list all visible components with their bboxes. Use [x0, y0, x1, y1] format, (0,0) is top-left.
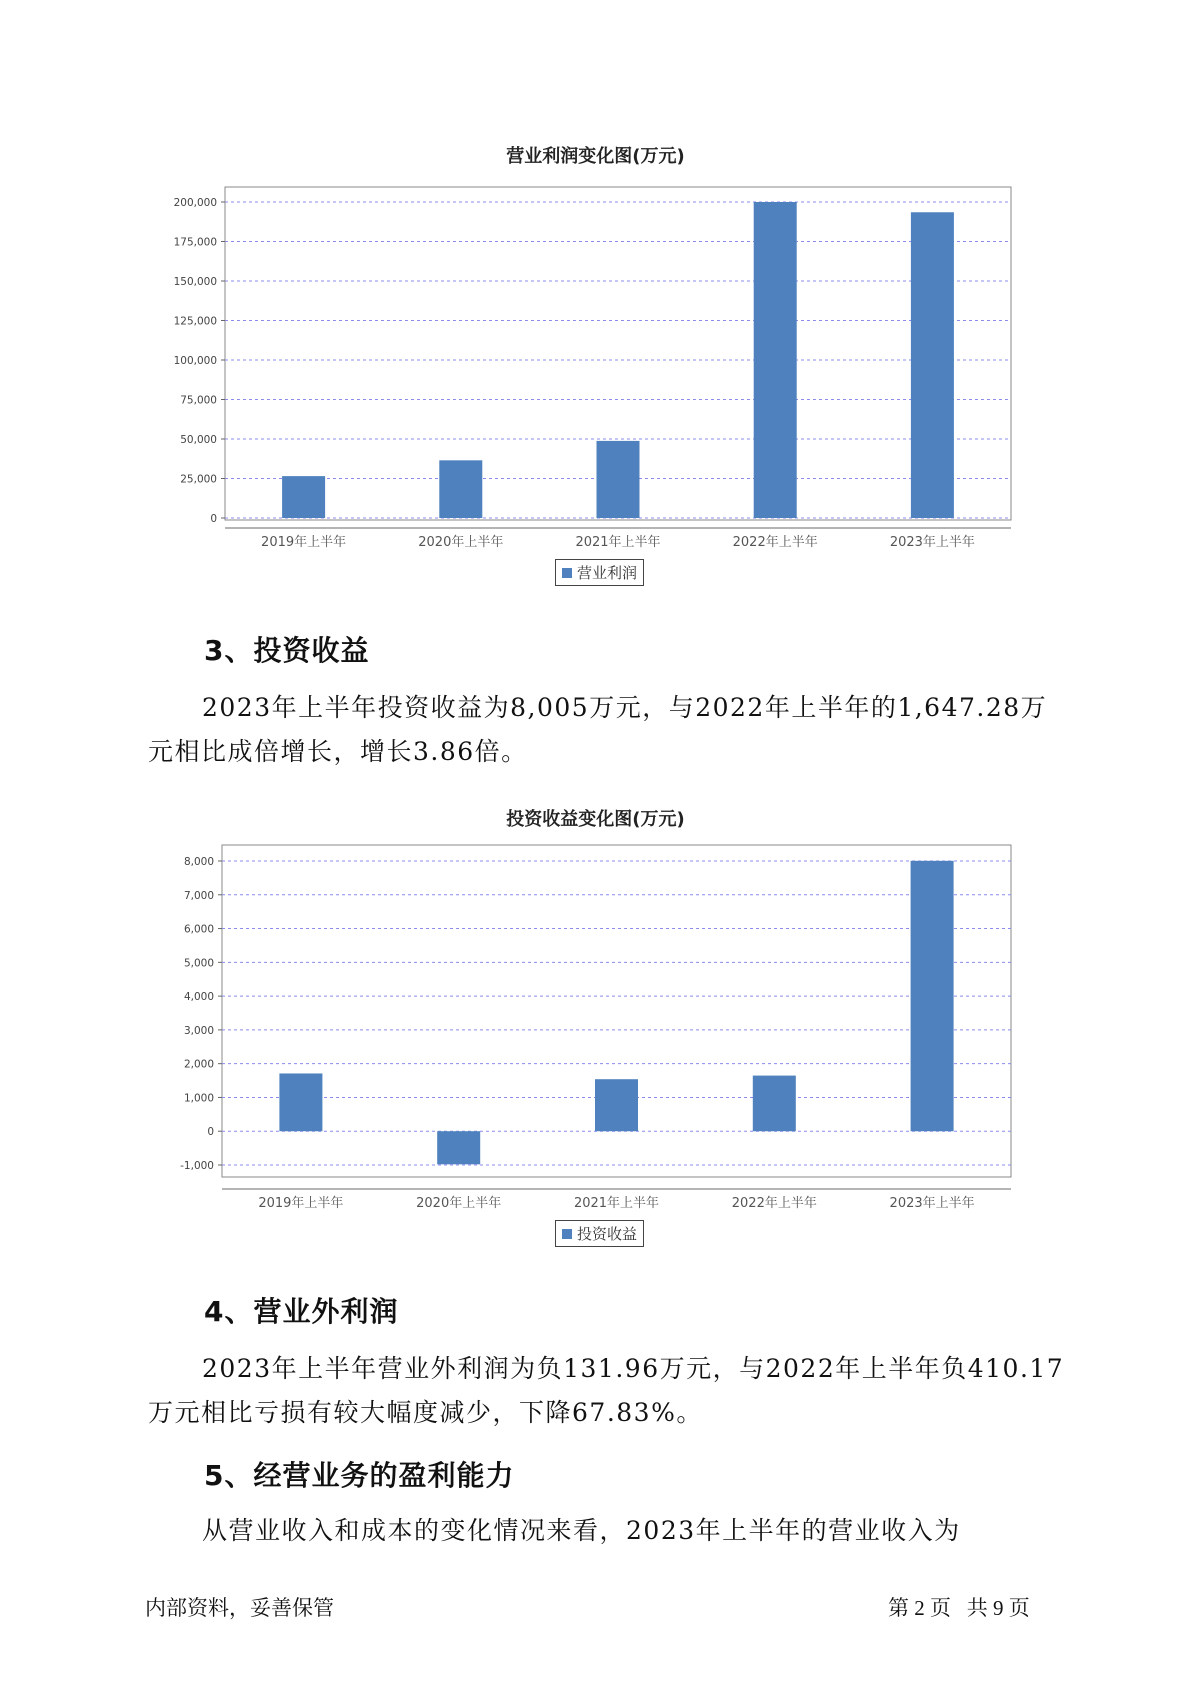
- bar: [279, 1073, 322, 1131]
- legend-label: 投资收益: [577, 1225, 638, 1243]
- chart-title-operating-profit: 营业利润变化图(万元): [506, 146, 685, 167]
- x-tick-label: 2022年上半年: [732, 535, 818, 550]
- x-tick-label: 2019年上半年: [261, 535, 347, 550]
- y-tick-label: 8,000: [183, 856, 214, 868]
- y-tick-label: 25,000: [180, 473, 217, 486]
- bar: [911, 861, 954, 1131]
- bar: [439, 460, 482, 518]
- bar: [595, 1079, 638, 1131]
- x-tick-label: 2021年上半年: [575, 535, 661, 550]
- x-tick-label: 2023年上半年: [889, 535, 975, 550]
- y-tick-label: 50,000: [180, 434, 217, 446]
- paragraph-text: 2023年上半年投资收益为8,005万元，与2022年上半年的1,647.28万元相比成倍增长，增长3.86倍。: [148, 693, 1048, 766]
- legend-operating-profit: [555, 559, 644, 586]
- y-tick-label: 7,000: [183, 889, 214, 902]
- x-tick-label: 2020年上半年: [418, 535, 504, 550]
- bar: [911, 212, 954, 518]
- y-tick-label: 1,000: [183, 1092, 214, 1105]
- section-paragraph-non-operating-profit: [148, 1347, 1068, 1435]
- y-tick-label: 100,000: [173, 355, 217, 367]
- section-heading-profitability: 5、经营业务的盈利能力: [204, 1459, 515, 1492]
- section-paragraph-investment-income: [148, 686, 1068, 774]
- paragraph-text: 从营业收入和成本的变化情况来看，2023年上半年的营业收入为: [202, 1516, 961, 1545]
- operating-profit-bar-chart: [0, 175, 1191, 695]
- x-tick-label: 2023年上半年: [889, 1196, 975, 1211]
- y-tick-label: 2,000: [183, 1058, 214, 1071]
- bar: [282, 476, 325, 518]
- y-tick-label: 175,000: [173, 236, 217, 249]
- paragraph-text: 2023年上半年营业外利润为负131.96万元，与2022年上半年负410.17万元相比亏损有较大幅度减少，下降67.83%。: [148, 1354, 1065, 1427]
- bar: [754, 202, 797, 518]
- bar: [753, 1076, 796, 1132]
- x-tick-label: 2019年上半年: [258, 1196, 344, 1211]
- legend-swatch-icon: [562, 1229, 572, 1239]
- y-tick-label: 0: [207, 1126, 214, 1139]
- section-heading-non-operating-profit: 4、营业外利润: [204, 1295, 399, 1328]
- legend-label: 营业利润: [577, 564, 638, 582]
- y-tick-label: 125,000: [173, 315, 217, 328]
- y-tick-label: 0: [210, 513, 217, 525]
- y-tick-label: 200,000: [173, 197, 217, 209]
- x-tick-label: 2022年上半年: [731, 1196, 817, 1211]
- y-tick-label: 6,000: [183, 923, 214, 936]
- section-paragraph-profitability: [148, 1509, 1068, 1553]
- y-tick-label: 3,000: [183, 1024, 214, 1037]
- y-tick-label: 4,000: [183, 991, 214, 1004]
- footer-left: 内部资料，妥善保管: [145, 1596, 334, 1620]
- section-heading-investment-income: 3、投资收益: [204, 634, 370, 667]
- y-tick-label: 5,000: [183, 957, 214, 970]
- y-tick-label: 75,000: [180, 394, 217, 407]
- x-tick-label: 2020年上半年: [416, 1196, 502, 1211]
- bar: [597, 441, 640, 518]
- footer-page-number: 第 2 页 共 9 页: [888, 1596, 1030, 1620]
- investment-income-bar-chart: [0, 835, 1191, 1255]
- chart-title-investment-income: 投资收益变化图(万元): [506, 809, 685, 830]
- y-tick-label: -1,000: [180, 1160, 214, 1172]
- legend-investment-income: [555, 1220, 644, 1247]
- y-tick-label: 150,000: [173, 276, 217, 288]
- bar: [437, 1131, 480, 1164]
- x-tick-label: 2021年上半年: [573, 1196, 660, 1211]
- legend-swatch-icon: [562, 568, 572, 578]
